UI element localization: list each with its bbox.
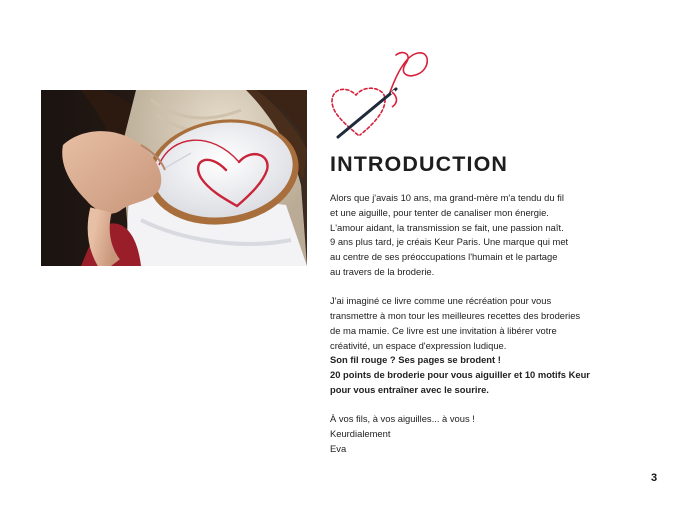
text-line: de ma mamie. Ce livre est une invitation à libérer votre <box>330 324 557 336</box>
text-line: J'ai imaginé ce livre comme une récréation pour vous <box>330 295 552 307</box>
page-number: 3 <box>651 472 658 484</box>
text-line: créativité, un espace d'expression ludique. <box>330 339 507 351</box>
bold-text-line: pour vous entraîner avec le sourire. <box>330 383 489 395</box>
paragraph-spacer <box>330 398 630 413</box>
bold-text-line: Son fil rouge ? Ses pages se brodent ! <box>330 354 501 366</box>
signature-greeting: Keurdialement <box>330 428 391 439</box>
heart-needle-thread-icon <box>326 45 432 145</box>
text-line: Alors que j'avais 10 ans, ma grand-mère m'a tendu du fil <box>330 192 564 203</box>
embroidery-hoop-photo <box>41 90 307 266</box>
signature-name: Eva <box>330 442 347 454</box>
text-line: et une aiguille, pour tenter de canaliser mon énergie. <box>330 206 549 218</box>
text-line: 9 ans plus tard, je créais Keur Paris. Une marque qui met <box>330 236 569 248</box>
closing-line: À vos fils, à vos aiguilles... à vous ! <box>330 413 475 425</box>
bold-text-line: 20 points de broderie pour vous aiguiller et 10 motifs Keur <box>330 369 590 380</box>
text-line: au travers de la broderie. <box>330 265 435 277</box>
text-line: L'amour aidant, la transmission se fait, une passion naît. <box>330 221 564 233</box>
paragraph-spacer <box>330 280 630 295</box>
introduction-text <box>330 191 630 457</box>
text-line: au centre de ses préoccupations l'humain et le partage <box>330 251 558 262</box>
page-title: INTRODUCTION <box>330 152 509 176</box>
text-line: transmettre à mon tour les meilleures recettes des broderies <box>330 310 581 321</box>
